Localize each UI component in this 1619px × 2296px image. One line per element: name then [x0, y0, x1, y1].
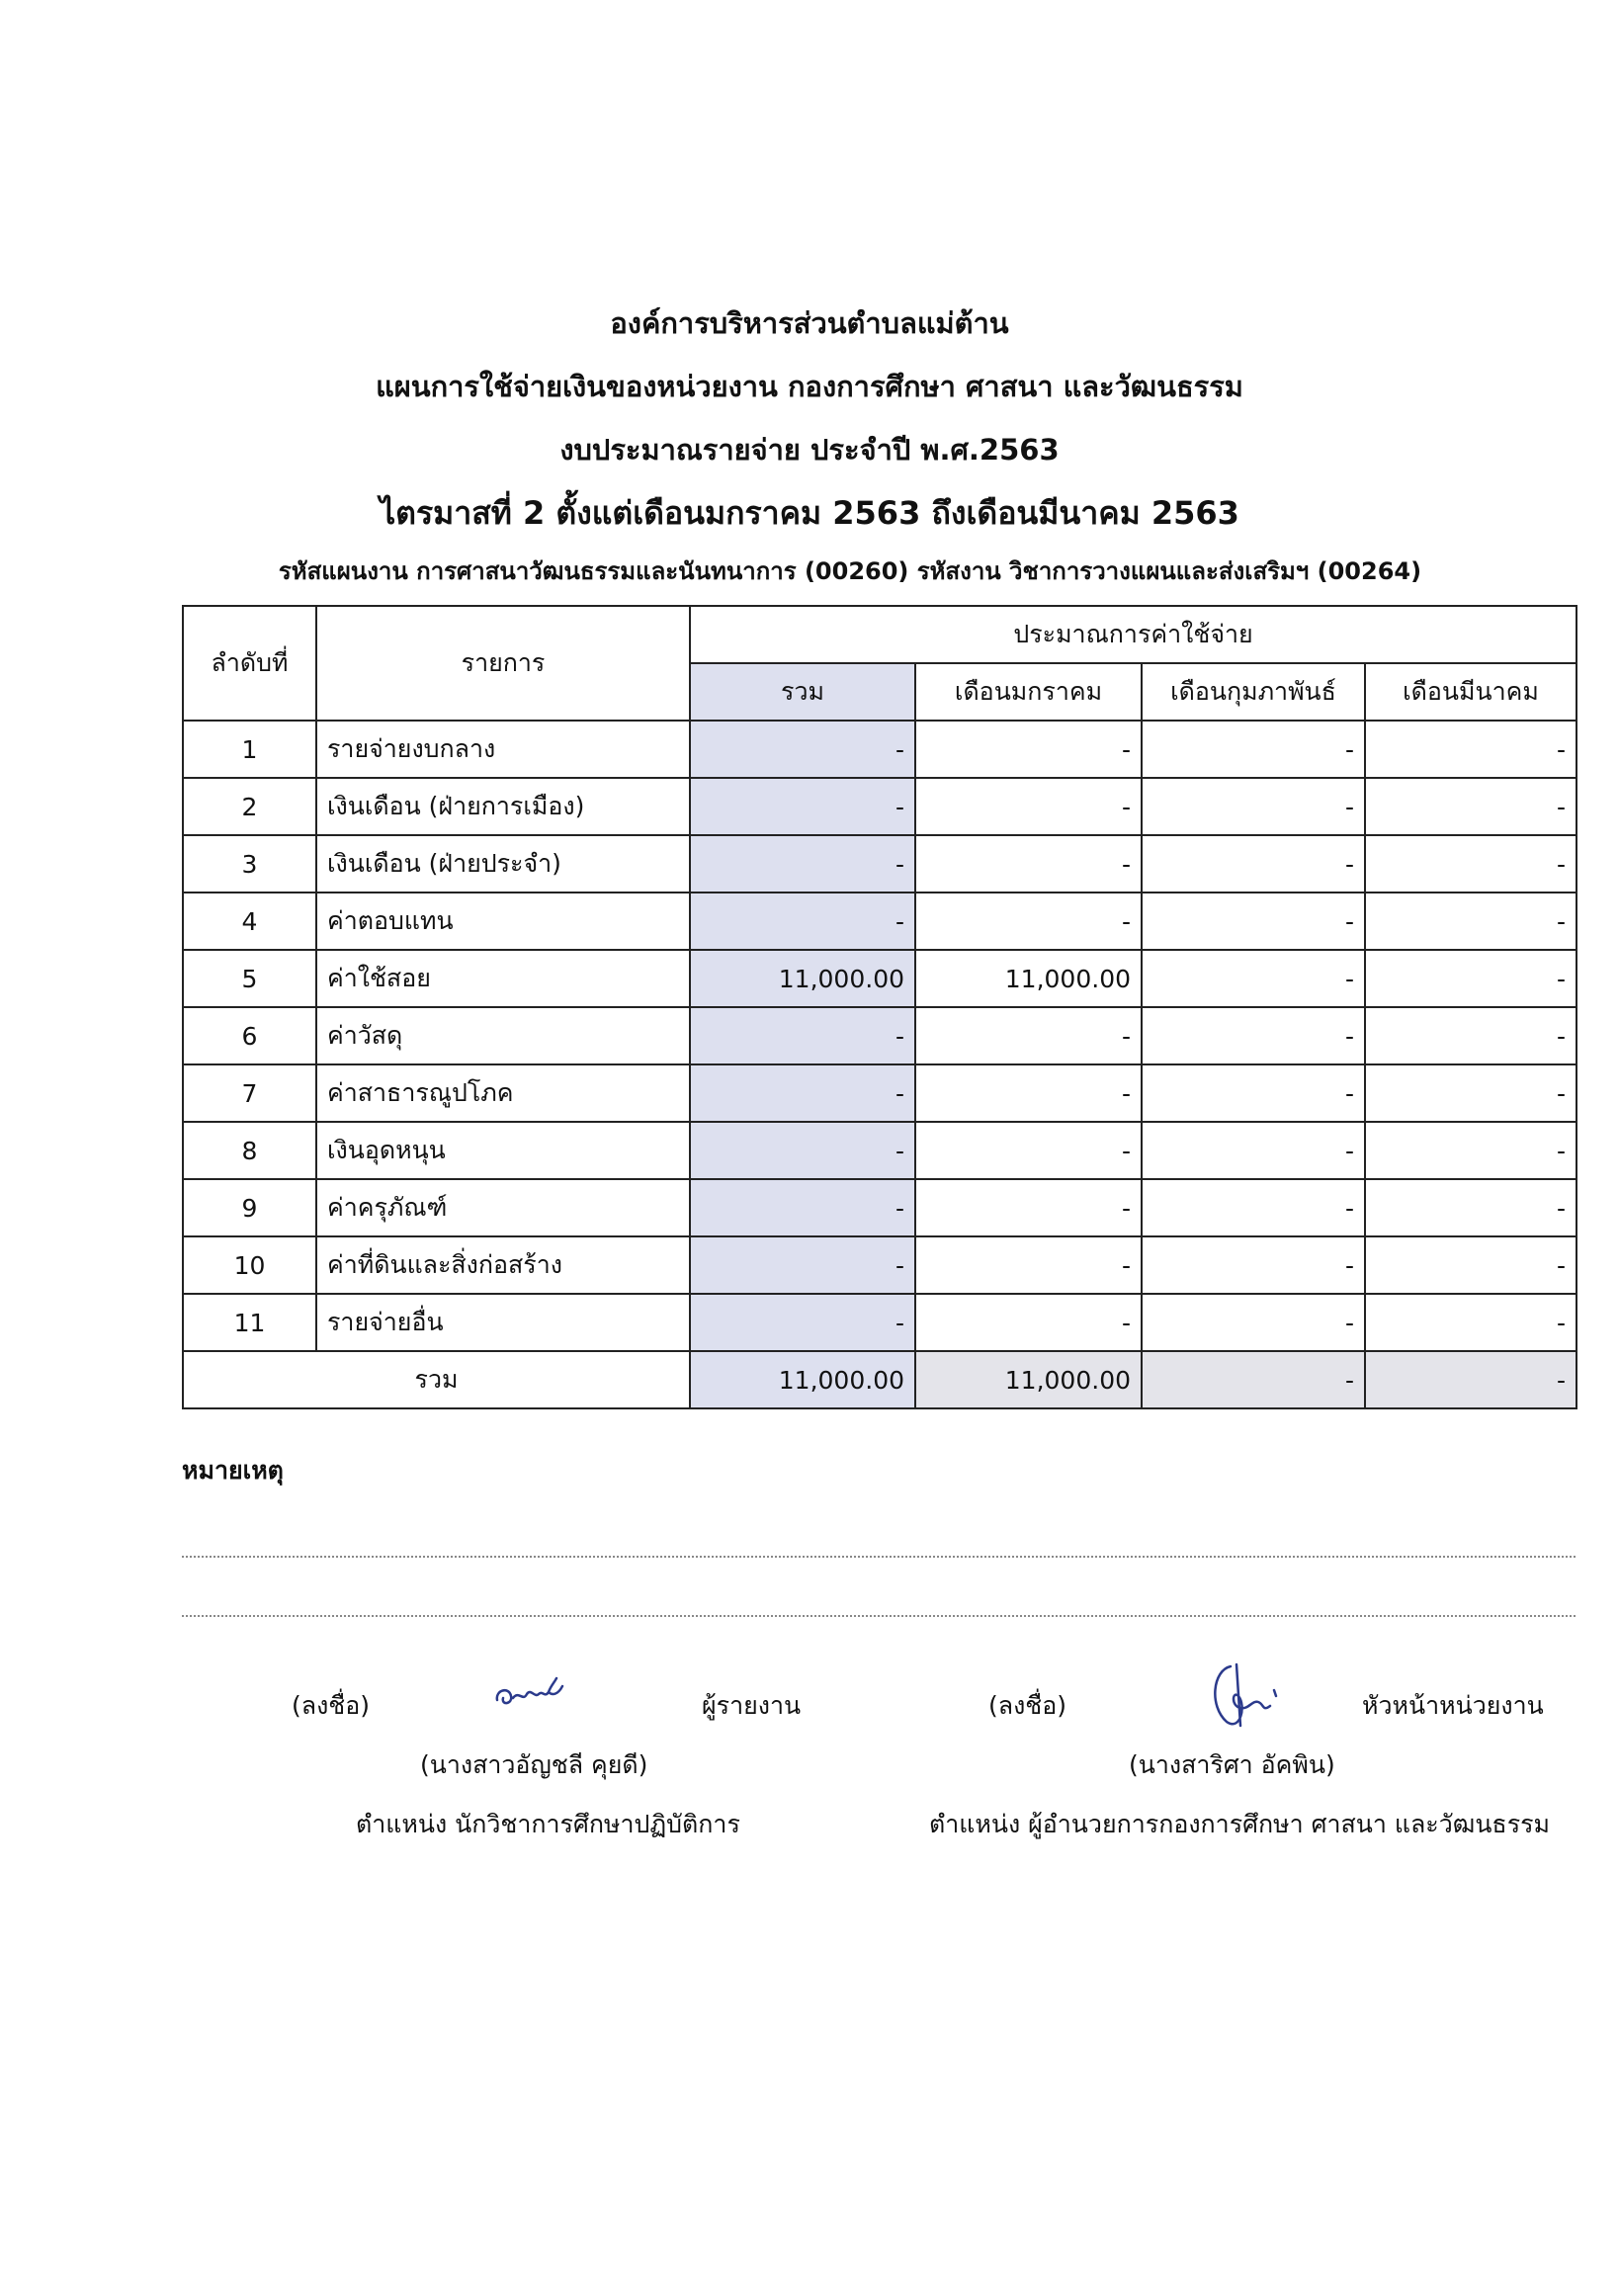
row-feb: - [1142, 950, 1365, 1007]
row-jan: - [915, 1064, 1142, 1122]
row-number: 3 [183, 835, 316, 893]
row-mar: - [1365, 1007, 1576, 1064]
document-header [0, 292, 1619, 545]
row-jan: - [915, 1007, 1142, 1064]
row-number: 10 [183, 1236, 316, 1294]
left-position: ตำแหน่ง นักวิชาการศึกษาปฏิบัติการ [356, 1810, 740, 1838]
row-jan: - [915, 1294, 1142, 1351]
right-name: (นางสาริศา อัคพิน) [1129, 1750, 1335, 1779]
table-row [183, 778, 1576, 835]
left-signature-image [489, 1668, 578, 1716]
row-feb: - [1142, 1236, 1365, 1294]
row-number: 5 [183, 950, 316, 1007]
row-item-name: รายจ่ายอื่น [316, 1294, 690, 1351]
sum-jan: 11,000.00 [915, 1351, 1142, 1408]
row-feb: - [1142, 1007, 1365, 1064]
right-sign-label: (ลงชื่อ) [988, 1691, 1067, 1720]
plan-code-line: รหัสแผนงาน การศาสนาวัฒนธรรมและนันทนาการ (00260) รหัสงาน วิชาการวางแผนและส่งเสริมฯ (00264) [278, 557, 1422, 585]
row-mar: - [1365, 835, 1576, 893]
row-number: 8 [183, 1122, 316, 1179]
row-mar: - [1365, 1294, 1576, 1351]
row-item-name: รายจ่ายงบกลาง [316, 721, 690, 778]
row-item-name: เงินอุดหนุน [316, 1122, 690, 1179]
table-row [183, 1236, 1576, 1294]
budget-title: งบประมาณรายจ่าย ประจำปี พ.ศ.2563 [559, 433, 1060, 467]
sum-mar: - [1365, 1351, 1576, 1408]
row-mar: - [1365, 950, 1576, 1007]
org-title: องค์การบริหารส่วนตำบลแม่ต้าน [610, 306, 1009, 340]
left-role: ผู้รายงาน [702, 1691, 802, 1720]
table-header-row [183, 606, 1576, 663]
row-jan: - [915, 721, 1142, 778]
sum-total: 11,000.00 [690, 1351, 915, 1408]
budget-table [182, 605, 1577, 1409]
sum-feb: - [1142, 1351, 1365, 1408]
remarks-label: หมายเหตุ [182, 1456, 284, 1485]
row-jan: - [915, 835, 1142, 893]
row-number: 4 [183, 893, 316, 950]
col-header-no: ลำดับที่ [183, 606, 316, 721]
row-total: - [690, 835, 915, 893]
row-total: - [690, 1236, 915, 1294]
sum-row [183, 1351, 1576, 1408]
col-header-group: ประมาณการค่าใช้จ่าย [690, 606, 1576, 663]
sum-label: รวม [183, 1351, 690, 1408]
table-row [183, 1007, 1576, 1064]
row-total: - [690, 778, 915, 835]
row-number: 1 [183, 721, 316, 778]
row-feb: - [1142, 1179, 1365, 1236]
row-jan: - [915, 1236, 1142, 1294]
row-item-name: ค่าใช้สอย [316, 950, 690, 1007]
row-total: - [690, 1122, 915, 1179]
row-jan: - [915, 778, 1142, 835]
row-feb: - [1142, 1294, 1365, 1351]
table-row [183, 950, 1576, 1007]
row-jan: 11,000.00 [915, 950, 1142, 1007]
row-feb: - [1142, 1122, 1365, 1179]
row-number: 7 [183, 1064, 316, 1122]
row-jan: - [915, 1179, 1142, 1236]
right-role: หัวหน้าหน่วยงาน [1362, 1691, 1544, 1720]
row-total: - [690, 1007, 915, 1064]
row-item-name: ค่าวัสดุ [316, 1007, 690, 1064]
row-total: - [690, 721, 915, 778]
row-number: 9 [183, 1179, 316, 1236]
row-total: - [690, 1294, 915, 1351]
row-jan: - [915, 893, 1142, 950]
row-feb: - [1142, 1064, 1365, 1122]
row-item-name: ค่าสาธารณูปโภค [316, 1064, 690, 1122]
quarter-title: ไตรมาสที่ 2 ตั้งแต่เดือนมกราคม 2563 ถึงเดือนมีนาคม 2563 [380, 494, 1239, 532]
col-header-item: รายการ [316, 606, 690, 721]
row-mar: - [1365, 1064, 1576, 1122]
row-number: 11 [183, 1294, 316, 1351]
col-header-total: รวม [690, 663, 915, 721]
table-row [183, 1179, 1576, 1236]
left-name: (นางสาวอัญชลี คุยดี) [420, 1750, 648, 1779]
row-jan: - [915, 1122, 1142, 1179]
row-total: - [690, 893, 915, 950]
remarks-line [182, 1615, 1576, 1617]
col-header-jan: เดือนมกราคม [915, 663, 1142, 721]
col-header-mar: เดือนมีนาคม [1365, 663, 1576, 721]
plan-title: แผนการใช้จ่ายเงินของหน่วยงาน กองการศึกษา ศาสนา และวัฒนธรรม [376, 370, 1243, 403]
table-row [183, 835, 1576, 893]
table-row [183, 721, 1576, 778]
col-header-feb: เดือนกุมภาพันธ์ [1142, 663, 1365, 721]
row-item-name: ค่าครุภัณฑ์ [316, 1179, 690, 1236]
row-item-name: เงินเดือน (ฝ่ายการเมือง) [316, 778, 690, 835]
row-mar: - [1365, 893, 1576, 950]
table-row [183, 1294, 1576, 1351]
right-position: ตำแหน่ง ผู้อำนวยการกองการศึกษา ศาสนา และวัฒนธรรม [929, 1810, 1551, 1838]
right-signature-image [1201, 1657, 1290, 1736]
table-row [183, 1064, 1576, 1122]
row-number: 2 [183, 778, 316, 835]
row-item-name: ค่าที่ดินและสิ่งก่อสร้าง [316, 1236, 690, 1294]
row-number: 6 [183, 1007, 316, 1064]
row-feb: - [1142, 721, 1365, 778]
row-mar: - [1365, 1179, 1576, 1236]
row-item-name: เงินเดือน (ฝ่ายประจำ) [316, 835, 690, 893]
row-mar: - [1365, 1122, 1576, 1179]
row-mar: - [1365, 778, 1576, 835]
table-row [183, 893, 1576, 950]
left-sign-label: (ลงชื่อ) [292, 1691, 371, 1720]
remarks-line [182, 1556, 1576, 1558]
row-mar: - [1365, 1236, 1576, 1294]
row-total: 11,000.00 [690, 950, 915, 1007]
table-row [183, 1122, 1576, 1179]
row-feb: - [1142, 835, 1365, 893]
row-total: - [690, 1064, 915, 1122]
row-total: - [690, 1179, 915, 1236]
row-item-name: ค่าตอบแทน [316, 893, 690, 950]
row-feb: - [1142, 778, 1365, 835]
row-mar: - [1365, 721, 1576, 778]
row-feb: - [1142, 893, 1365, 950]
